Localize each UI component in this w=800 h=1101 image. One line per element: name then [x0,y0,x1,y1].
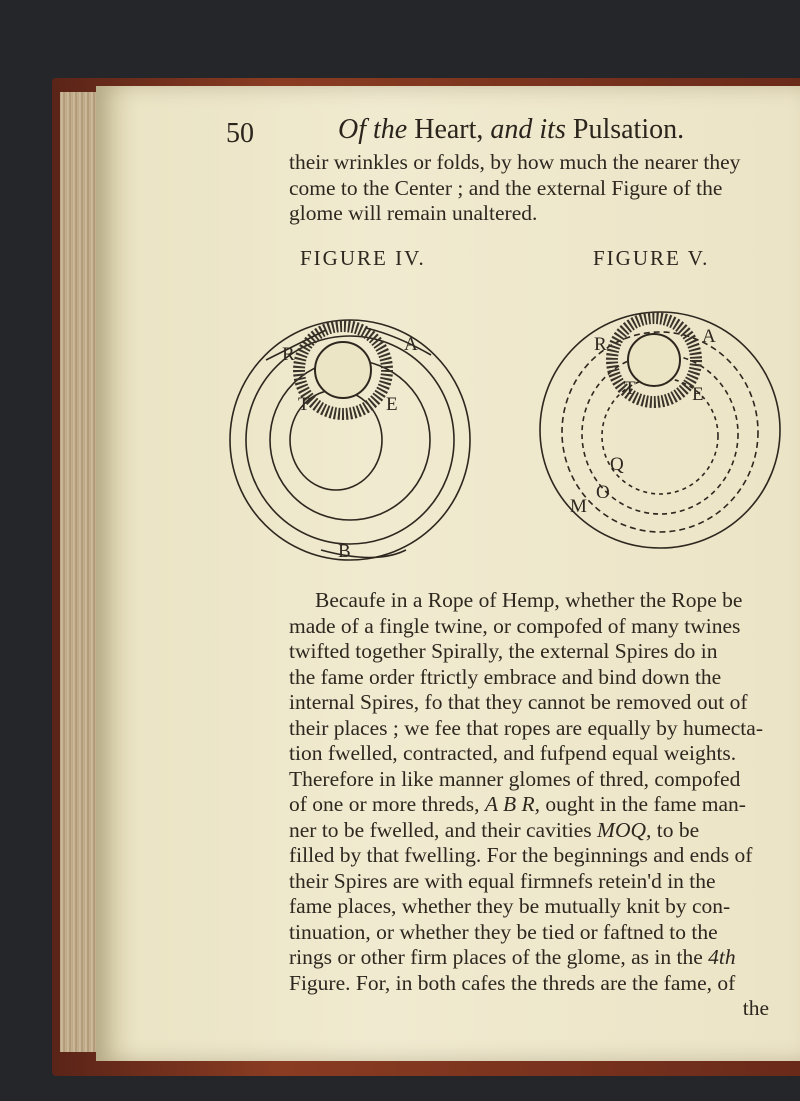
figure-5-label: FIGURE V. [593,246,710,270]
text-italic: 4th [708,945,736,969]
page-edges [60,92,100,1052]
text-line: twifted together Spirally, the external Spires do in [289,639,718,663]
text-line: tion fwelled, contracted, and fufpend equal weights. [289,741,737,765]
label-R: R [282,344,295,365]
label-B: B [338,541,351,562]
label-A: A [702,326,716,347]
figure-4-label: FIGURE IV. [300,246,426,270]
title-part: Heart, [414,114,484,145]
running-title [338,114,684,146]
text-line: glome will remain unaltered. [289,201,538,225]
title-part: Of the [338,114,408,145]
paragraph-main [289,588,769,1022]
label-O: O [596,482,610,503]
catchword: the [742,996,769,1020]
text-line: come to the Center ; and the external Figure of the [289,175,723,200]
text-italic: MOQ, [597,817,652,842]
text-line: Therefore in like manner glomes of thred, compofed [289,766,741,791]
spool-inner [628,334,680,386]
page-number: 50 [226,118,254,149]
text-part: rings or other firm places of the glome, as in the [289,945,703,969]
label-E: E [692,384,704,405]
title-part: and its [490,114,566,145]
label-M: M [570,496,587,517]
label-T: T [624,378,636,399]
text-part: ner to be fwelled, and their cavities [289,817,592,842]
text-line: Figure. For, in both cafes the threds are the fame, of [289,970,736,995]
text-line: their wrinkles or folds, by how much the nearer they [289,150,741,174]
label-R: R [594,334,607,355]
text-line [289,792,769,818]
text-line [289,818,769,844]
text-line: Becaufe in a Rope of Hemp, whether the Rope be [315,588,743,612]
text-line: internal Spires, fo that they cannot be removed out of [289,690,748,714]
text-line: fame places, whether they be mutually knit by con- [289,894,731,918]
figure-4-diagram [226,310,476,570]
figure-5-diagram [536,310,786,550]
string-path [266,330,326,360]
text-line: filled by that fwelling. For the beginnings and ends of [289,843,753,867]
text-line: the fame order ftrictly embrace and bind down the [289,664,722,689]
text-part: ought in the fame man- [545,792,746,816]
label-T: T [298,394,310,415]
text-italic: A B R, [484,792,540,816]
text-part: to be [656,817,700,842]
text-line: tinuation, or whether they be tied or faftned to the [289,919,718,944]
spool-inner [315,342,371,398]
paragraph-intro [289,150,769,227]
label-Q: Q [610,454,624,475]
text-line [289,945,769,971]
title-part: Pulsation. [572,114,685,145]
text-line: made of a fingle twine, or compofed of many twines [289,613,741,638]
label-A: A [404,334,418,355]
text-line: their Spires are with equal firmnefs retein'd in the [289,868,716,893]
label-E: E [386,394,398,415]
text-line: their places ; we fee that ropes are equally by humecta- [289,715,763,740]
text-part: of one or more threds, [289,792,480,816]
